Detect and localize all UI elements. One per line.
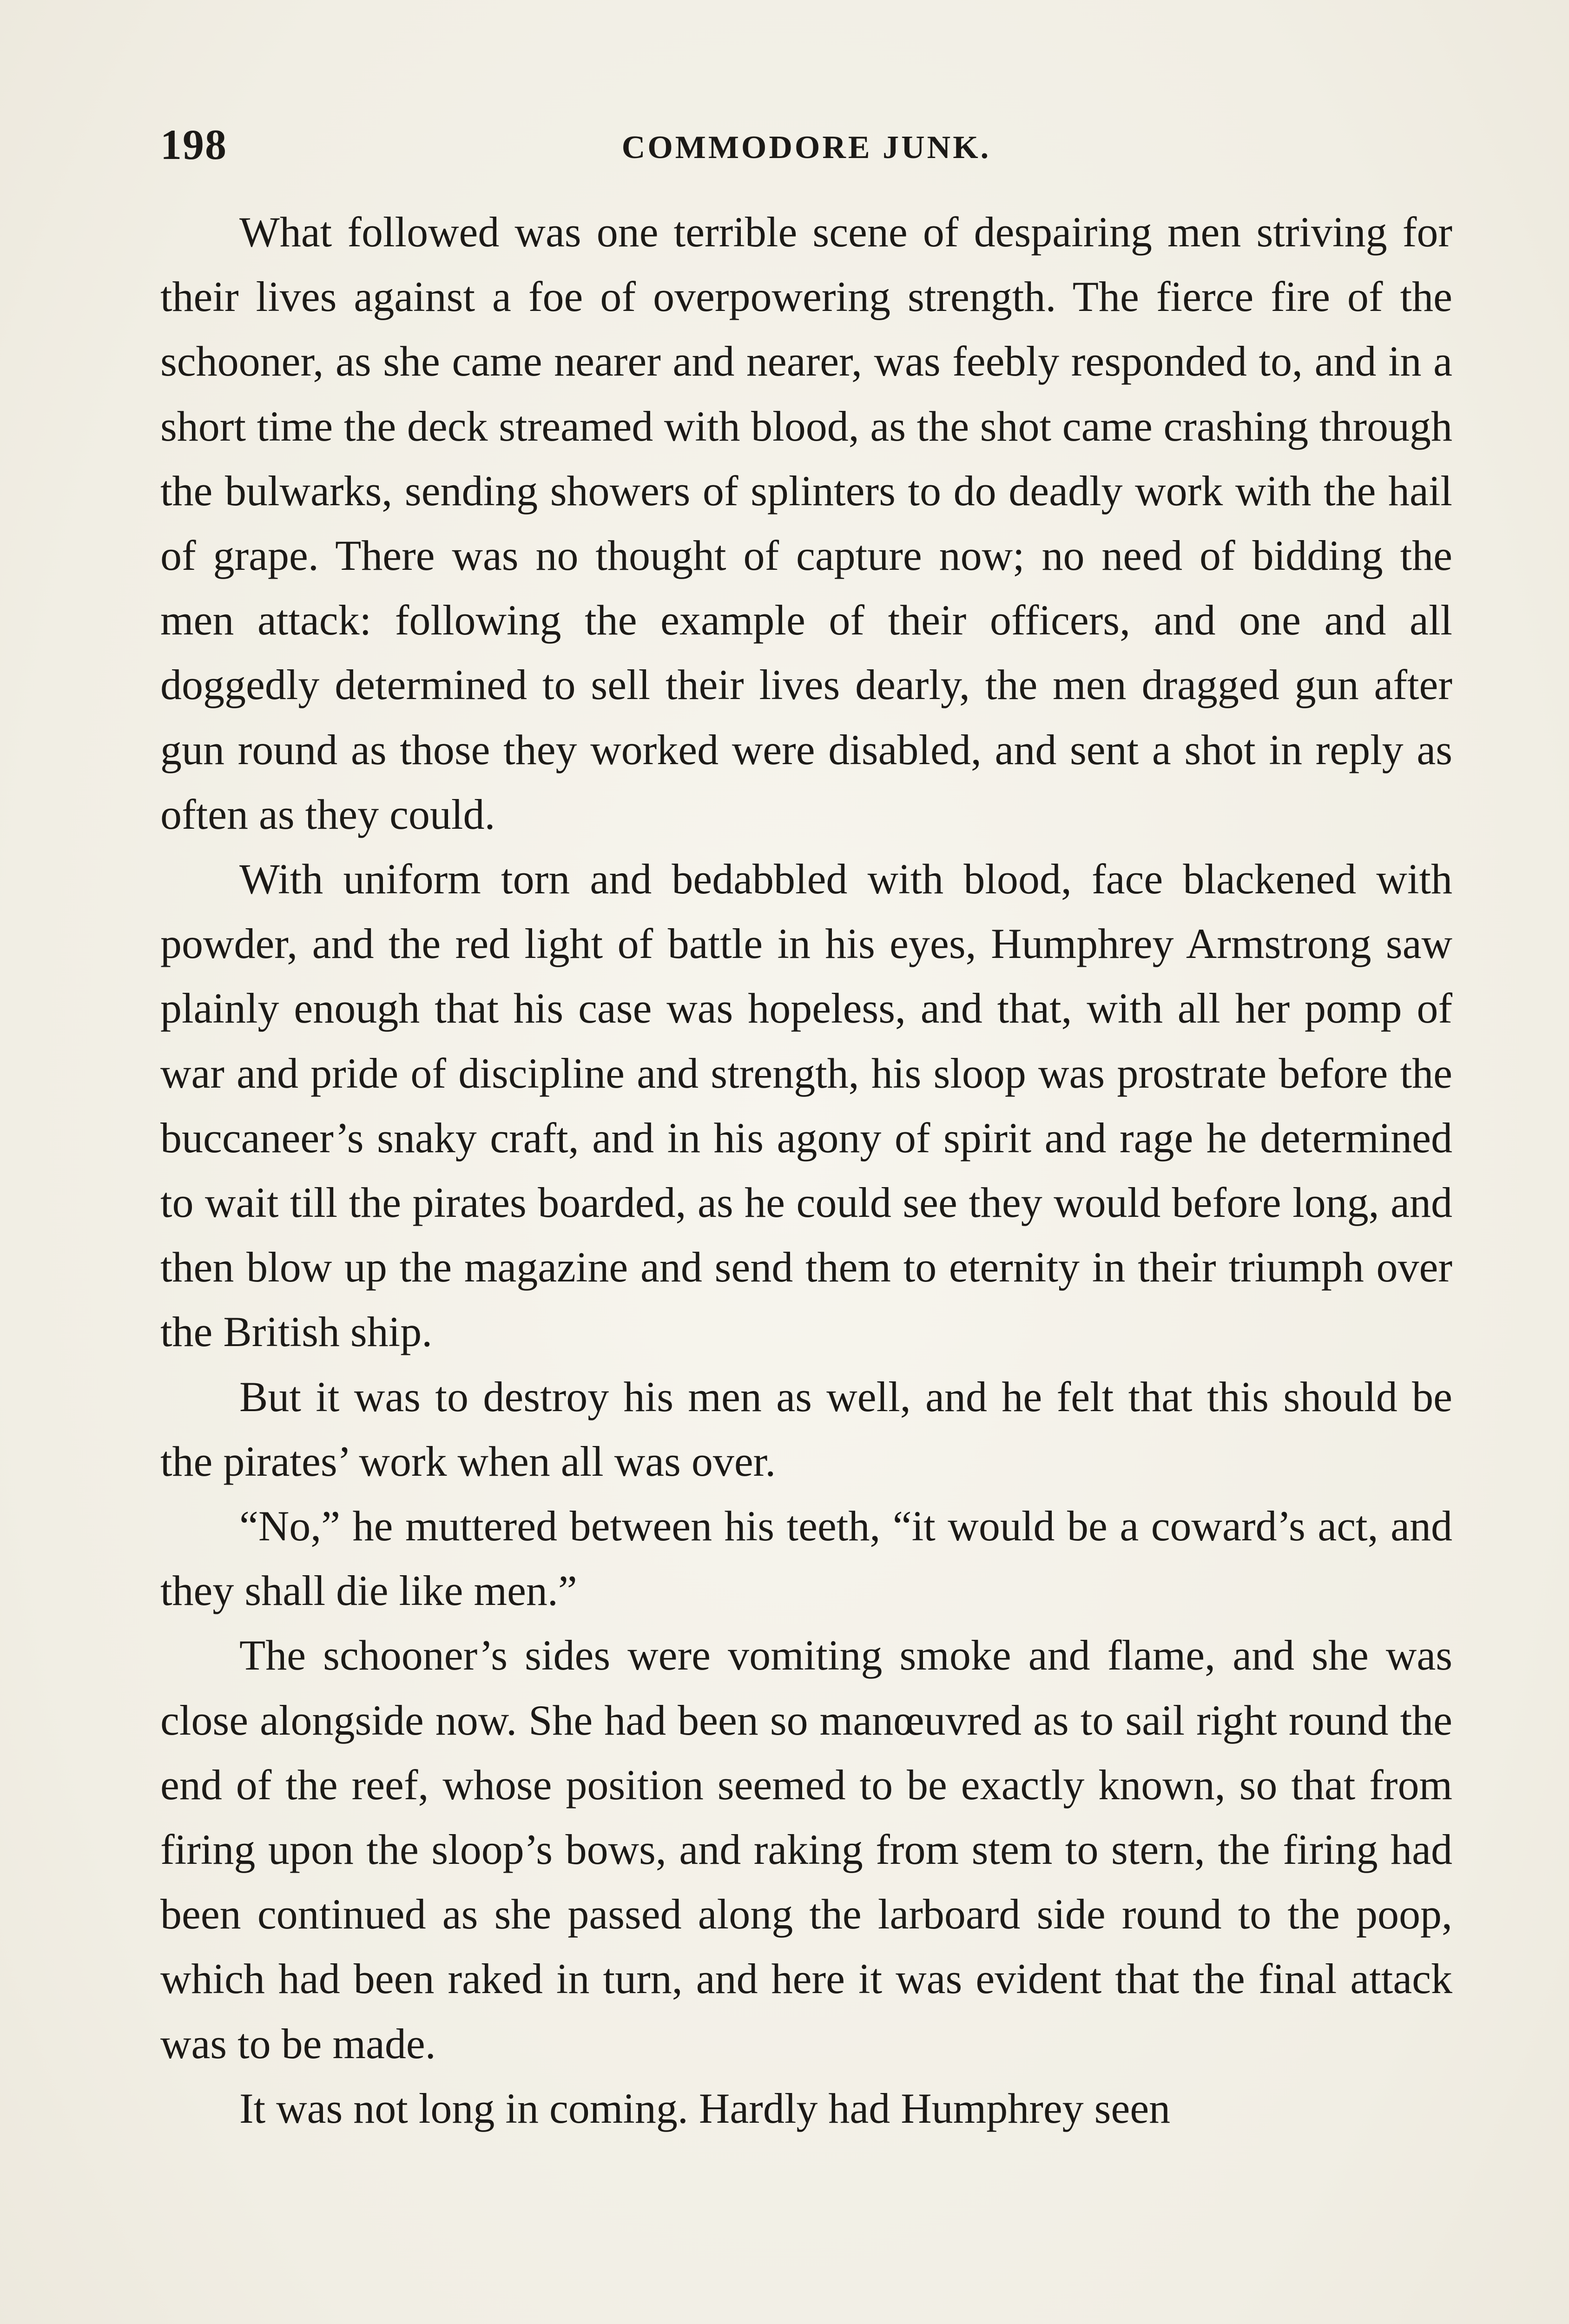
running-head: COMMODORE JUNK. [621,130,991,165]
page-number: 198 [160,121,227,168]
paragraph: But it was to destroy his men as well, and he felt that this should be the pirates’ work when all was over. [160,1373,1452,1485]
paragraph: “No,” he muttered between his teeth, “it would be a coward’s act, and they shall die like men.” [160,1502,1452,1615]
paragraph: It was not long in coming. Hardly had Humphrey seen [239,2084,1171,2132]
body-text [160,200,1452,2141]
paragraph: What followed was one terrible scene of despairing men striving for their lives against a foe of overpowering strength. The fierce fire of the schooner, as she came nearer and nearer, was feebly responded to, and in a short time the deck streamed with blood, as the shot came crashing through the bulwarks, sending showers of splinters to do deadly work with the hail of grape. There was no thought of capture now; no need of bidding the men attack: following the example of their officers, and one and all doggedly determined to sell their lives dearly, the men dragged gun after gun round as those they worked were disabled, and sent a shot in reply as often as they could. [160,208,1452,838]
paragraph: The schooner’s sides were vomiting smoke and flame, and she was close alongside now. She had been so manœuvred as to sail right round the end of the reef, whose position seemed to be exactly known, so that from firing upon the sloop’s bows, and raking from stem to stern, the firing had been continued as she passed along the larboard side round to the poop, which had been raked in turn, and here it was evident that the final attack was to be made. [160,1631,1452,2067]
page-header [160,120,1452,176]
paragraph: With uniform torn and bedabbled with blood, face blackened with powder, and the red light of battle in his eyes, Humphrey Armstrong saw plainly enough that his case was hopeless, and that, with all her pomp of war and pride of discipline and strength, his sloop was prostrate before the buccaneer’s snaky craft, and in his agony of spirit and rage he determined to wait till the pirates boarded, as he could see they would before long, and then blow up the magazine and send them to eternity in their triumph over the British ship. [160,855,1452,1356]
